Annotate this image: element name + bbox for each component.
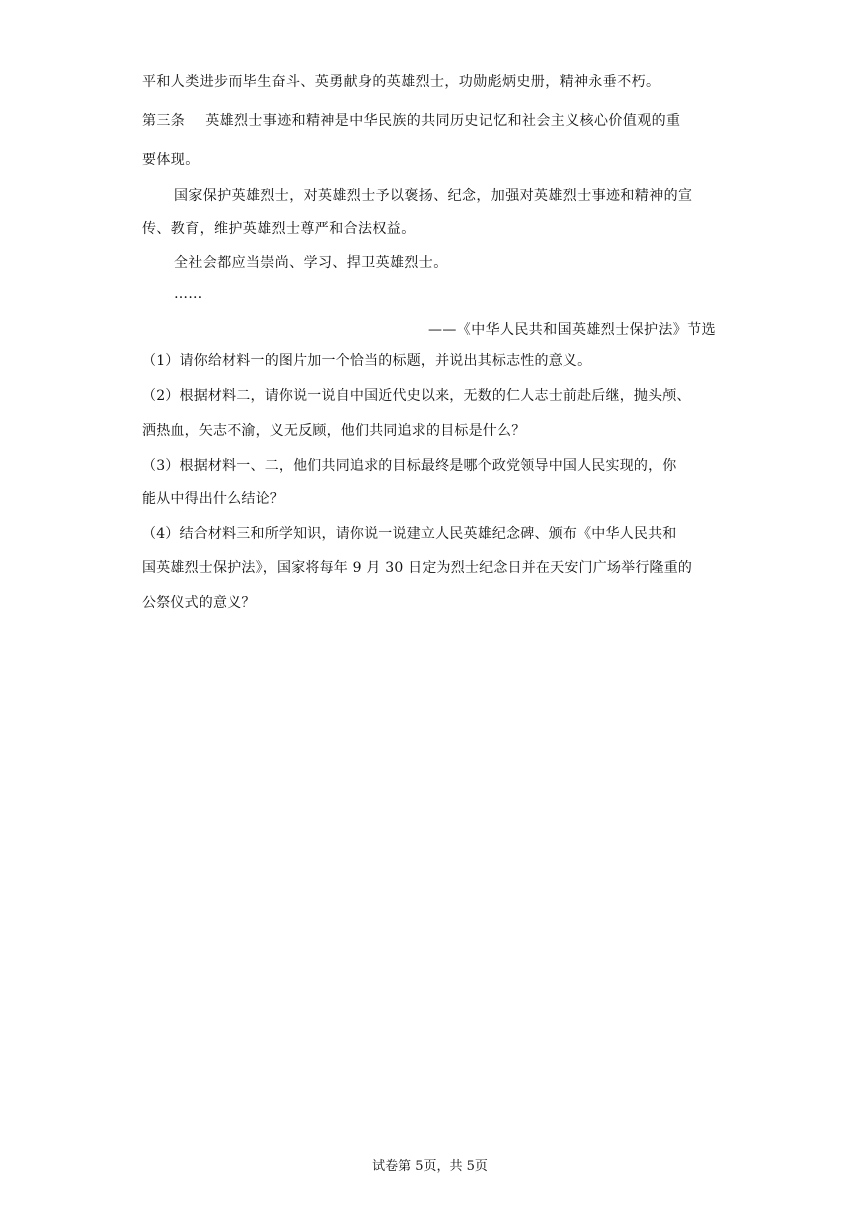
article3-para2-line1: 国家保护英雄烈士，对英雄烈士予以褒扬、纪念，加强对英雄烈士事迹和精神的宣 [174, 188, 693, 204]
source-citation: ——《中华人民共和国英雄烈士保护法》节选 [428, 322, 716, 338]
article3-text: 英雄烈士事迹和精神是中华民族的共同历史记忆和社会主义核心价值观的重 [205, 113, 681, 129]
ellipsis: …… [174, 286, 203, 302]
question-2-line1: （2）根据材料二，请你说一说自中国近代史以来，无数的仁人志士前赴后继，抛头颅、 [142, 388, 691, 404]
question-4-line1: （4）结合材料三和所学知识，请你说一说建立人民英雄纪念碑、颁布《中华人民共和 [142, 526, 677, 542]
question-4-line3: 公祭仪式的意义？ [142, 595, 256, 611]
article3-label: 第三条 [142, 113, 186, 129]
article3-para2-line2: 传、教育，维护英雄烈士尊严和合法权益。 [142, 221, 416, 237]
article3-line2: 要体现。 [142, 152, 200, 168]
article3-para3: 全社会都应当崇尚、学习、捍卫英雄烈士。 [174, 255, 448, 271]
question-4-line2: 国英雄烈士保护法》，国家将每年 9 月 30 日定为烈士纪念日并在天安门广场举行隆重的 [142, 560, 693, 576]
article3-line1 [142, 111, 722, 131]
question-3-line1: （3）根据材料一、二，他们共同追求的目标最终是哪个政党领导中国人民实现的，你 [142, 458, 677, 474]
material3-continuation: 平和人类进步而毕生奋斗、英勇献身的英雄烈士，功勋彪炳史册，精神永垂不朽。 [142, 74, 661, 90]
question-2-line2: 洒热血，矢志不渝，义无反顾，他们共同追求的目标是什么？ [142, 423, 526, 439]
page-footer: 试卷第 5页，共 5页 [372, 1159, 488, 1174]
question-1: （1）请你给材料一的图片加一个恰当的标题，并说出其标志性的意义。 [142, 353, 592, 369]
question-3-line2: 能从中得出什么结论？ [142, 491, 284, 507]
